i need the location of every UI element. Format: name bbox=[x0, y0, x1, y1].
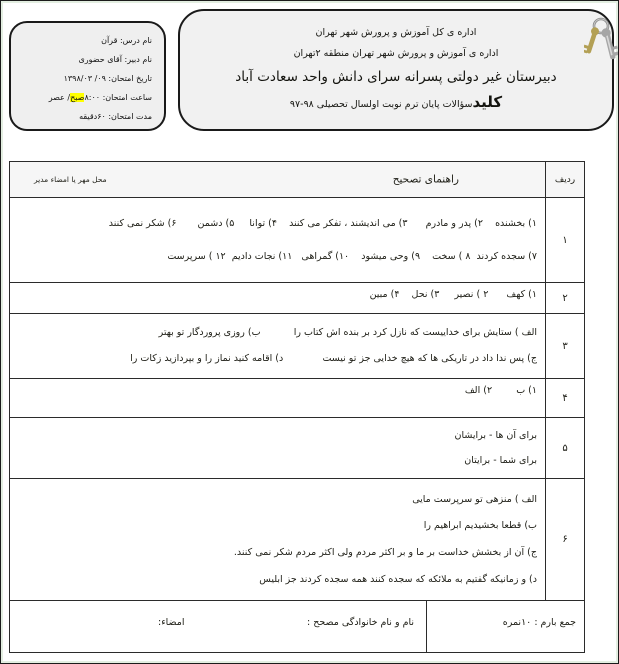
table-row bbox=[10, 283, 584, 314]
time-highlight: صبح bbox=[70, 93, 85, 102]
answer-cell bbox=[10, 198, 545, 282]
answer-line: برای آن ها - برایشان bbox=[454, 430, 537, 442]
row-number: ۳ bbox=[545, 314, 584, 378]
exam-info-box bbox=[9, 21, 166, 131]
org-line-2: اداره ی آموزش و پرورش شهر تهران منطقه ۲تهران bbox=[293, 48, 499, 59]
answer-line: ب) قطعا بخشیدیم ابراهیم را bbox=[423, 520, 537, 532]
school-name: دبیرستان غیر دولتی پسرانه سرای دانش واحد سعادت آباد bbox=[235, 69, 557, 85]
answer-line: ۱) بخشنده ۲) پدر و مادرم ۳) می اندیشند ، تفکر می کنند ۴) توانا ۵) دشمن ۶) شکر نمی کنند bbox=[108, 218, 537, 230]
table-row bbox=[10, 198, 584, 283]
answer-line: الف ) منزهی تو سرپرست مایی bbox=[412, 493, 537, 505]
answer-line: ج) پس ندا داد در تاریکی ها که هیچ خدایی جز تو نیست د) اقامه کنید نماز را و بپردازید زکات را bbox=[130, 353, 537, 365]
exam-duration: مدت امتحان: ۶۰دقیقه bbox=[79, 112, 152, 121]
answer-line: ج) آن از بخشش خداست بر ما و بر اکثر مردم ولی اکثر مردم شکر نمی کنند. bbox=[233, 547, 537, 559]
corrector-cell bbox=[10, 601, 426, 652]
signature-label: امضاء: bbox=[158, 617, 185, 628]
exam-time bbox=[17, 88, 152, 107]
exam-date: تاریخ امتحان: ۰۹/ ۱۳۹۸/۰۳ bbox=[63, 74, 152, 83]
answer-cell bbox=[10, 379, 545, 417]
exam-time-suffix: / عصر bbox=[48, 93, 71, 102]
keys-icon bbox=[584, 15, 619, 73]
table-row bbox=[10, 314, 584, 379]
answer-cell bbox=[10, 479, 545, 600]
row-number: ۵ bbox=[545, 418, 584, 478]
answer-line: ۷) سجده کردند ۸ ) سخت ۹) وحی میشود ۱۰) گمراهی ۱۱) نجات دادیم ۱۲ ) سرپرست bbox=[167, 250, 537, 262]
key-word: کلید bbox=[472, 93, 503, 111]
column-header-guide bbox=[10, 162, 545, 197]
school-header-box bbox=[178, 9, 614, 131]
guide-column-title: راهنمای تصحیح bbox=[392, 173, 459, 186]
answer-cell bbox=[10, 283, 545, 313]
exam-time-prefix: ساعت امتحان: ۸:۰۰ bbox=[84, 93, 152, 102]
teacher-name: نام دبیر: آقای حضوری bbox=[78, 55, 152, 64]
answer-line: د) و زمانیکه گفتیم به ملائکه که سجده کنند همه سجده کردند جز ابلیس bbox=[259, 574, 537, 586]
column-header-radif: ردیف bbox=[545, 162, 584, 197]
total-marks: جمع بارم : ۱۰نمره bbox=[426, 601, 584, 652]
course-name: نام درس: قرآن bbox=[101, 36, 152, 45]
answer-cell bbox=[10, 418, 545, 478]
answer-line: الف ) ستایش برای خداییست که نازل کرد بر بنده اش کتاب را ب) روزی پروردگار تو بهتر bbox=[158, 327, 537, 339]
answer-key-table bbox=[9, 161, 585, 653]
row-number: ۱ bbox=[545, 198, 584, 282]
row-number: ۶ bbox=[545, 479, 584, 600]
answer-line: برای شما - برایتان bbox=[464, 454, 537, 466]
exam-title-line bbox=[180, 90, 612, 117]
answer-line: ۱) ب ۲) الف bbox=[464, 385, 537, 396]
row-number: ۲ bbox=[545, 283, 584, 313]
seal-signature-note: محل مهر یا امضاء مدیر bbox=[34, 174, 107, 184]
row-number: ۴ bbox=[545, 379, 584, 417]
corrector-name-label: نام و نام خانوادگی مصحح : bbox=[307, 617, 414, 628]
exam-title-rest: سؤالات پایان ترم نوبت اولسال تحصیلی ۹۸-۹۷ bbox=[289, 99, 473, 110]
answer-line: ۱) کهف ۲ ) نصیر ۳) نحل ۴) مبین bbox=[369, 289, 537, 300]
table-row bbox=[10, 479, 584, 601]
table-row bbox=[10, 379, 584, 418]
table-footer-row bbox=[10, 601, 584, 652]
org-line-1: اداره ی کل آموزش و پرورش شهر تهران bbox=[315, 27, 477, 38]
table-row bbox=[10, 418, 584, 479]
answer-cell bbox=[10, 314, 545, 378]
table-header-row bbox=[10, 162, 584, 198]
